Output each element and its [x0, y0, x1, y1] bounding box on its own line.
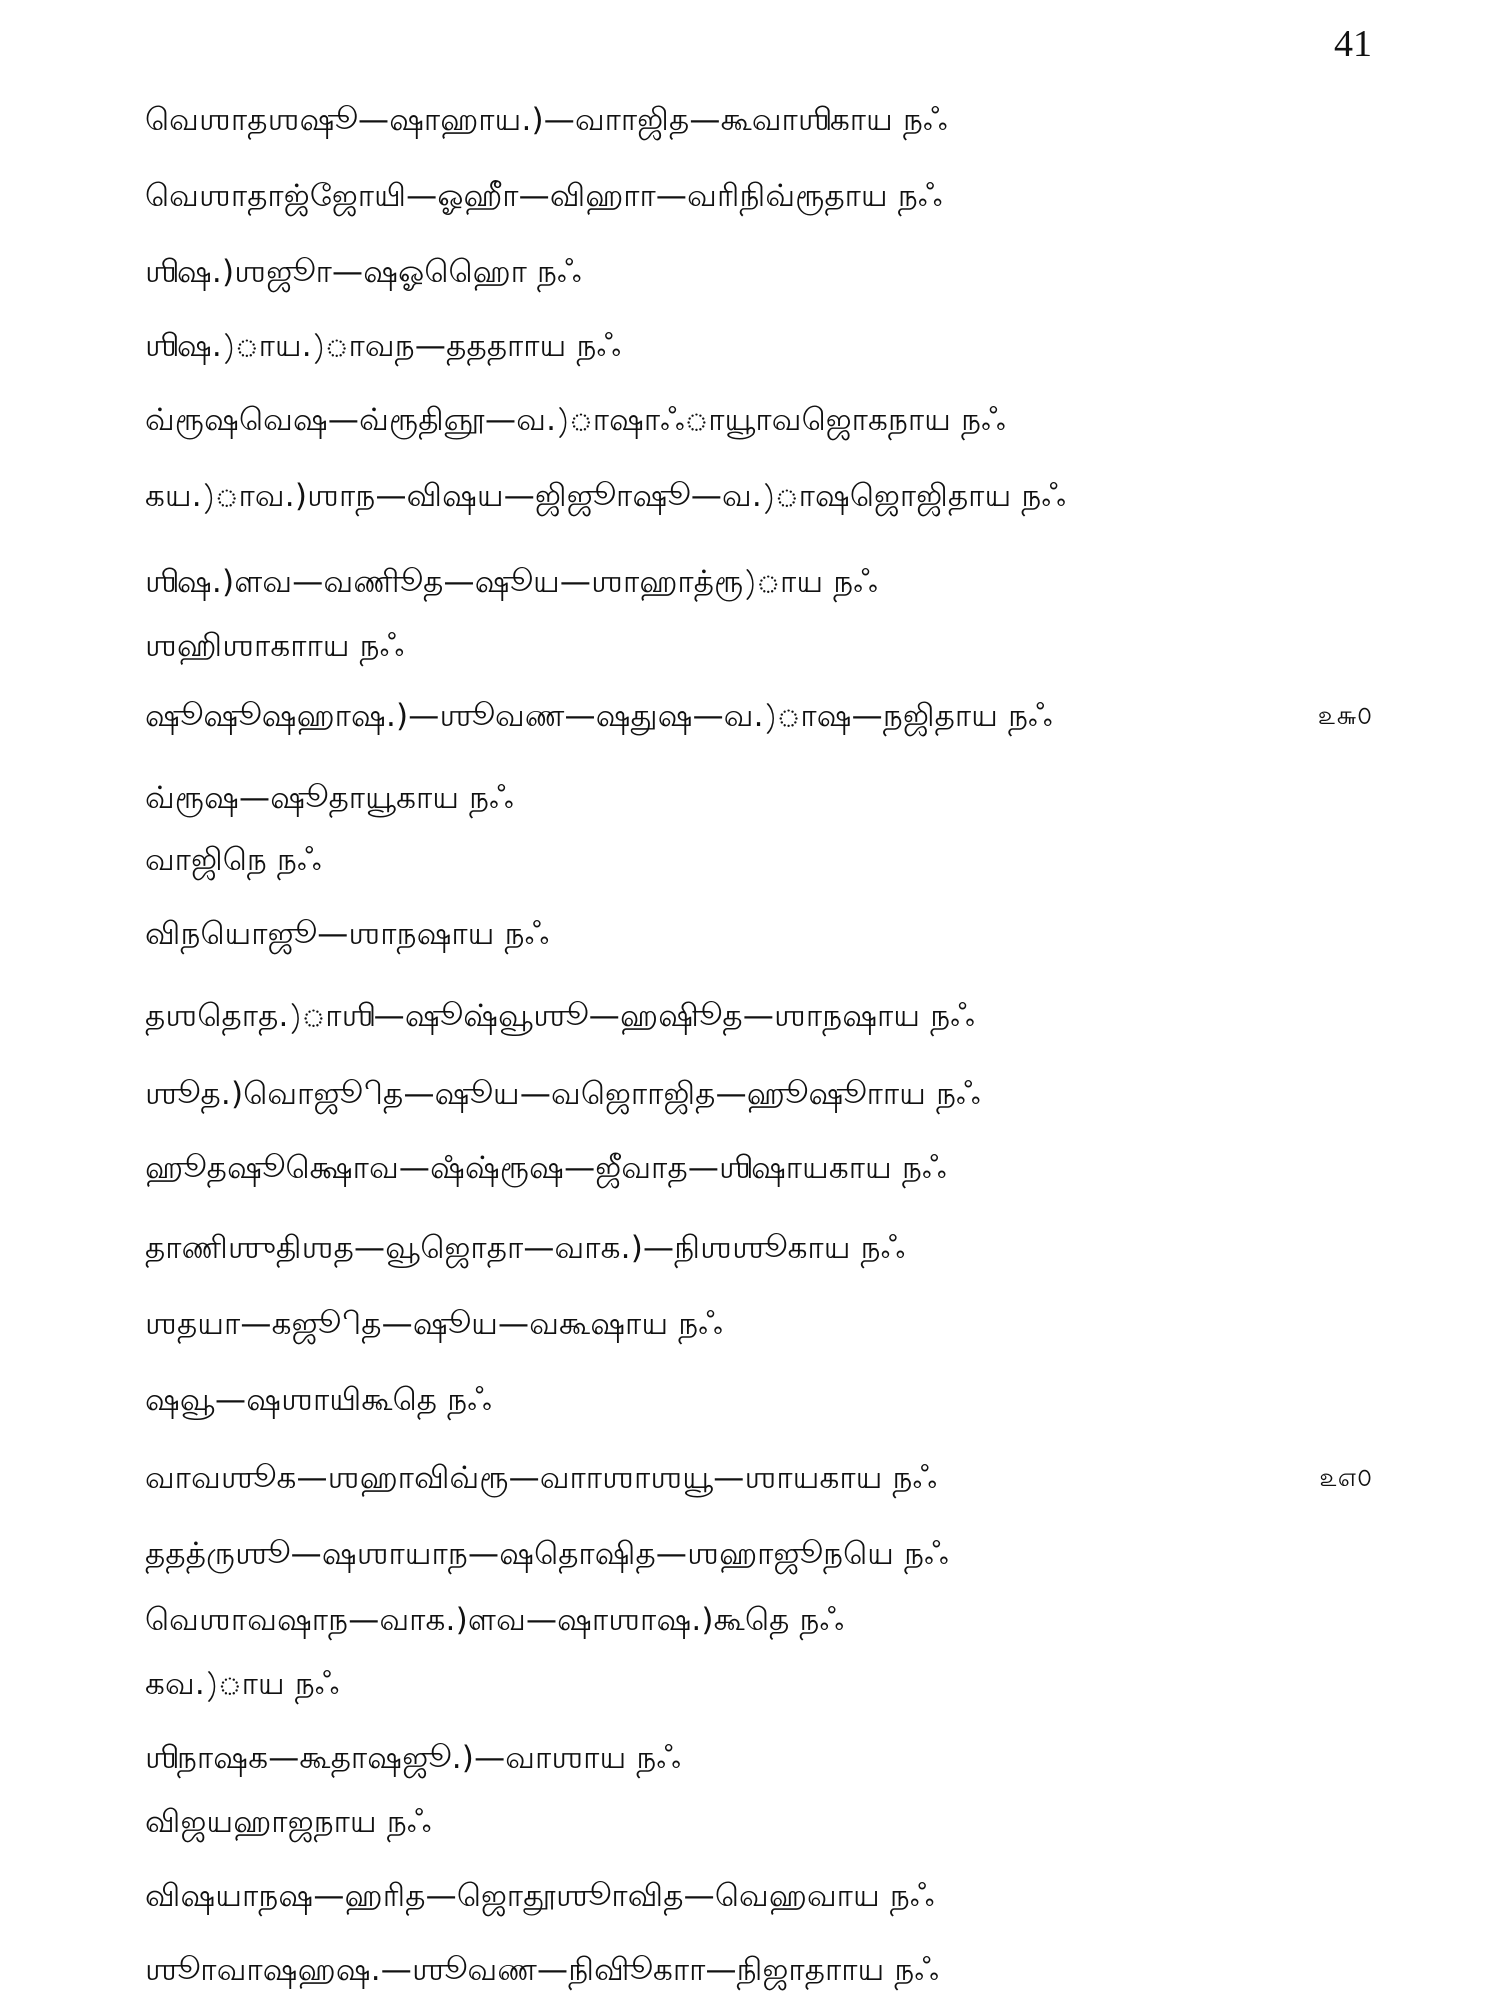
text-line-16: தாணிஶுதிஶத—வூஜொதா—வாக.)—நிஶஶூகாய நஃ	[145, 1230, 906, 1266]
page-number: 41	[1334, 23, 1372, 65]
text-line-12: விநயொஜூ—ஶாநஷாய நஃ	[145, 916, 550, 952]
text-line-23: ஶிநாஷக—கூதாஷஜூ.)—வாஶாய நஃ	[145, 1740, 682, 1776]
text-line-10: வ்ரூஷ—ஷூதாயூகாய நஃ	[145, 780, 514, 816]
text-line-5: வ்ரூஷவெஷ—வ்ரூதிஞூ—வ.)ாஷாஃாயூாவஜொகநாய நஃ	[145, 402, 1006, 438]
text-line-8: ஶஹிஶாகாாய நஃ	[145, 628, 405, 664]
text-line-26: ஶூாவாஷஹஷ.—ஶூவண—நிவிூகாா—நிஜாதாாய நஃ	[145, 1952, 940, 1988]
text-line-11: வாஜிநெ நஃ	[145, 842, 322, 878]
text-line-25: விஷயாநஷ—ஹரித—ஜொதூஶூாவித—வெஹவாய நஃ	[145, 1878, 935, 1914]
text-line-13: தஶதொத.)ாஶி—ஷூஷ்வூஶூ—ஹஷிூத—ஶாநஷாய நஃ	[145, 998, 975, 1034]
text-line-6: கய.)ாவ.)ஶாந—விஷய—ஜிஜூாஷூ—வ.)ாஷஜொஜிதாய நஃ	[145, 478, 1067, 514]
verse-number-260: ௨௬௦	[1317, 701, 1372, 731]
text-line-17: ஶதயா—கஜூித—ஷூய—வகூஷாய நஃ	[145, 1306, 723, 1342]
text-line-1: வெஶாதஶஷூ—ஷாஹாய.)—வாாஜித—கூவாஶிகாய நஃ	[145, 102, 948, 138]
text-line-19: வாவஶூக—ஶஹாவிவ்ரூ—வாாஶாஶயூ—ஶாயகாய நஃ	[145, 1460, 938, 1496]
verse-number-270: ௨௭௦	[1319, 1463, 1372, 1493]
text-line-24: விஜயஹாஜநாய நஃ	[145, 1804, 432, 1840]
text-line-2: வெஶாதாஜ்ஜோயி—ஓஹாீ—விஹாா—வரிநிவ்ரூதாய நஃ	[145, 178, 943, 214]
text-line-9: ஷூஷூஷஹாஷ.)—ஶூவண—ஷதுஷ—வ.)ாஷ—நஜிதாய நஃ	[145, 698, 1053, 734]
text-line-18: ஷவூ—ஷஶாயிகூதெ நஃ	[145, 1382, 492, 1418]
text-line-15: ஹூதஷூக்ஷொவ—ஷஂஷ்ரூஷ—ஜீவாத—ஶிஷாயகாய நஃ	[145, 1150, 947, 1186]
text-line-20: ததத்ருஶூ—ஷஶாயாந—ஷதொஷித—ஶஹாஜூநயெ நஃ	[145, 1536, 949, 1572]
text-line-3: ஶிஷ.)ஶஜூா—ஷஓஹொெ நஃ	[145, 254, 582, 290]
text-line-4: ஶிஷ.)ாய.)ாவந—தததாாய நஃ	[145, 328, 622, 364]
text-line-21: வெஶாவஷாந—வாக.)ளவ—ஷாஶாஷ.)கூதெ நஃ	[145, 1602, 845, 1638]
text-line-22: கவ.)ாய நஃ	[145, 1666, 340, 1702]
text-line-7: ஶிஷ.)ளவ—வணிூத—ஷூய—ஶாஹாத்ரூ)ாய நஃ	[145, 564, 878, 600]
text-line-14: ஶூத.)வொஜூித—ஷூய—வஜொாஜித—ஹூஷூாாய நஃ	[145, 1076, 981, 1112]
